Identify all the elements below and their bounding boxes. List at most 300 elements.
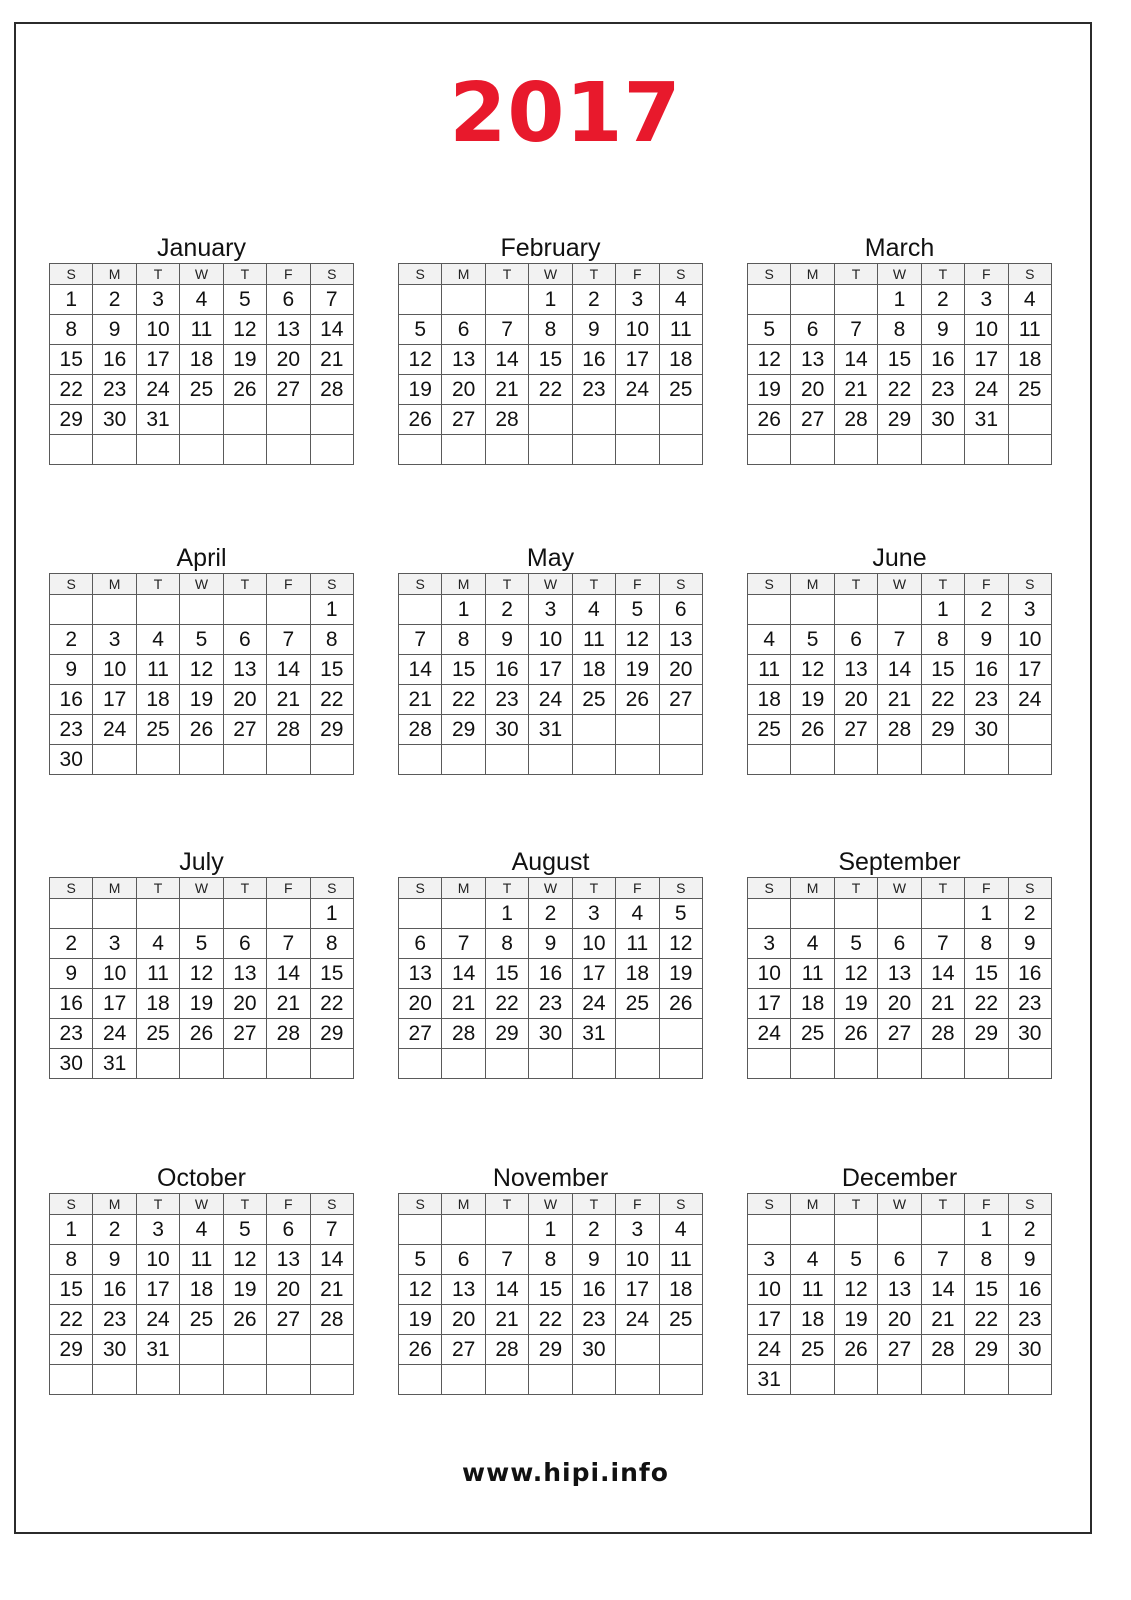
day-cell: 4 <box>180 285 223 315</box>
day-cell: 24 <box>93 715 136 745</box>
day-cell: 6 <box>267 285 310 315</box>
weekday-header: F <box>267 574 310 595</box>
weekday-header: F <box>965 264 1008 285</box>
day-cell <box>921 435 964 465</box>
day-cell: 3 <box>136 1215 179 1245</box>
day-cell: 6 <box>267 1215 310 1245</box>
day-cell: 31 <box>965 405 1008 435</box>
day-cell <box>180 435 223 465</box>
day-cell: 9 <box>93 1245 136 1275</box>
day-cell: 3 <box>572 899 615 929</box>
day-cell: 1 <box>965 1215 1008 1245</box>
day-cell: 21 <box>310 1275 353 1305</box>
day-cell: 28 <box>921 1335 964 1365</box>
day-cell: 22 <box>965 989 1008 1019</box>
day-cell <box>442 1049 485 1079</box>
day-cell: 9 <box>485 625 528 655</box>
day-cell: 4 <box>180 1215 223 1245</box>
day-cell: 5 <box>791 625 834 655</box>
day-cell: 26 <box>399 405 442 435</box>
day-cell: 4 <box>791 929 834 959</box>
day-cell: 10 <box>136 1245 179 1275</box>
day-cell: 1 <box>878 285 921 315</box>
weekday-header-row <box>50 264 354 285</box>
month-july <box>49 847 354 1079</box>
weekday-header: S <box>50 1194 93 1215</box>
day-cell: 3 <box>965 285 1008 315</box>
day-cell <box>791 285 834 315</box>
day-cell: 30 <box>1008 1335 1051 1365</box>
weekday-header: S <box>1008 574 1051 595</box>
day-cell <box>223 595 266 625</box>
day-cell: 9 <box>572 315 615 345</box>
weekday-header: W <box>529 1194 572 1215</box>
day-cell: 1 <box>310 899 353 929</box>
weekday-header: M <box>442 574 485 595</box>
day-cell <box>748 285 791 315</box>
day-cell <box>572 745 615 775</box>
day-cell <box>180 1049 223 1079</box>
day-cell <box>834 285 877 315</box>
day-cell: 5 <box>748 315 791 345</box>
day-cell: 25 <box>180 1305 223 1335</box>
day-cell: 9 <box>1008 929 1051 959</box>
month-name: February <box>500 234 601 262</box>
day-cell: 12 <box>223 1245 266 1275</box>
week-row <box>50 345 354 375</box>
day-cell: 30 <box>572 1335 615 1365</box>
day-cell <box>223 1365 266 1395</box>
day-cell <box>136 595 179 625</box>
day-cell <box>748 1215 791 1245</box>
week-row <box>748 1305 1052 1335</box>
day-cell: 10 <box>572 929 615 959</box>
week-row <box>748 1335 1052 1365</box>
day-cell: 11 <box>616 929 659 959</box>
weekday-header: M <box>93 1194 136 1215</box>
day-cell: 7 <box>921 1245 964 1275</box>
day-cell: 21 <box>834 375 877 405</box>
day-cell <box>791 899 834 929</box>
day-cell: 23 <box>572 1305 615 1335</box>
day-cell: 14 <box>921 1275 964 1305</box>
weekday-header: F <box>267 264 310 285</box>
week-row <box>399 959 703 989</box>
weekday-header: M <box>791 878 834 899</box>
day-cell: 27 <box>791 405 834 435</box>
day-cell: 5 <box>399 315 442 345</box>
week-row <box>748 345 1052 375</box>
day-cell: 8 <box>965 929 1008 959</box>
day-cell: 23 <box>93 375 136 405</box>
day-cell <box>616 1365 659 1395</box>
day-cell <box>616 405 659 435</box>
weekday-header: S <box>748 264 791 285</box>
day-cell <box>791 1049 834 1079</box>
day-cell: 10 <box>748 959 791 989</box>
day-cell: 25 <box>136 715 179 745</box>
day-cell: 10 <box>748 1275 791 1305</box>
day-cell: 9 <box>921 315 964 345</box>
week-row <box>748 989 1052 1019</box>
day-cell <box>965 745 1008 775</box>
month-name: August <box>511 848 590 876</box>
week-row <box>399 929 703 959</box>
day-cell <box>921 1215 964 1245</box>
day-cell <box>791 595 834 625</box>
day-cell: 5 <box>180 625 223 655</box>
day-cell: 3 <box>136 285 179 315</box>
day-cell <box>267 595 310 625</box>
weekday-header: W <box>180 574 223 595</box>
day-cell: 10 <box>616 1245 659 1275</box>
day-cell: 8 <box>921 625 964 655</box>
day-cell: 7 <box>267 625 310 655</box>
day-cell: 7 <box>267 929 310 959</box>
day-cell <box>180 899 223 929</box>
weekday-header: W <box>878 264 921 285</box>
weekday-header: F <box>965 574 1008 595</box>
day-cell: 30 <box>50 745 93 775</box>
day-cell: 3 <box>529 595 572 625</box>
day-cell <box>399 745 442 775</box>
week-row <box>50 1275 354 1305</box>
day-cell <box>485 1365 528 1395</box>
month-february <box>398 233 703 465</box>
week-row <box>748 1245 1052 1275</box>
weekday-header: F <box>965 1194 1008 1215</box>
day-cell: 25 <box>748 715 791 745</box>
day-cell: 13 <box>442 345 485 375</box>
day-cell: 24 <box>748 1019 791 1049</box>
day-cell: 1 <box>529 285 572 315</box>
weekday-header: T <box>834 574 877 595</box>
day-cell: 8 <box>310 929 353 959</box>
day-cell <box>180 1365 223 1395</box>
weekday-header: S <box>399 1194 442 1215</box>
month-table <box>49 1193 354 1395</box>
day-cell: 28 <box>878 715 921 745</box>
day-cell: 24 <box>748 1335 791 1365</box>
day-cell: 17 <box>529 655 572 685</box>
day-cell <box>834 1215 877 1245</box>
day-cell: 9 <box>93 315 136 345</box>
day-cell: 25 <box>572 685 615 715</box>
month-name: September <box>838 848 961 876</box>
day-cell: 5 <box>223 285 266 315</box>
day-cell <box>1008 405 1051 435</box>
day-cell <box>50 435 93 465</box>
week-row <box>748 745 1052 775</box>
day-cell: 1 <box>921 595 964 625</box>
day-cell <box>485 1049 528 1079</box>
week-row <box>748 1365 1052 1395</box>
week-row <box>748 899 1052 929</box>
day-cell: 14 <box>267 655 310 685</box>
month-may <box>398 543 703 775</box>
week-row <box>50 375 354 405</box>
weekday-header: T <box>921 264 964 285</box>
week-row <box>399 285 703 315</box>
month-table <box>49 877 354 1079</box>
day-cell: 4 <box>659 1215 702 1245</box>
weekday-header: S <box>659 1194 702 1215</box>
day-cell: 8 <box>529 1245 572 1275</box>
day-cell: 29 <box>878 405 921 435</box>
day-cell: 8 <box>965 1245 1008 1275</box>
day-cell <box>965 1049 1008 1079</box>
day-cell: 23 <box>50 715 93 745</box>
day-cell: 15 <box>878 345 921 375</box>
day-cell: 14 <box>485 1275 528 1305</box>
day-cell <box>399 285 442 315</box>
day-cell <box>572 715 615 745</box>
day-cell: 20 <box>878 1305 921 1335</box>
week-row <box>399 1365 703 1395</box>
day-cell <box>136 435 179 465</box>
weekday-header-row <box>399 574 703 595</box>
day-cell: 25 <box>659 1305 702 1335</box>
day-cell: 10 <box>136 315 179 345</box>
day-cell: 21 <box>267 989 310 1019</box>
day-cell: 15 <box>50 1275 93 1305</box>
day-cell: 27 <box>223 715 266 745</box>
day-cell <box>659 1365 702 1395</box>
week-row <box>748 959 1052 989</box>
weekday-header: T <box>485 574 528 595</box>
day-cell <box>748 595 791 625</box>
day-cell <box>136 1365 179 1395</box>
day-cell: 3 <box>93 625 136 655</box>
day-cell: 14 <box>485 345 528 375</box>
day-cell: 26 <box>748 405 791 435</box>
day-cell: 24 <box>616 1305 659 1335</box>
day-cell <box>399 1365 442 1395</box>
day-cell: 28 <box>834 405 877 435</box>
day-cell: 27 <box>442 1335 485 1365</box>
day-cell: 22 <box>529 1305 572 1335</box>
week-row <box>748 315 1052 345</box>
day-cell: 4 <box>1008 285 1051 315</box>
month-december <box>747 1163 1052 1395</box>
day-cell: 3 <box>1008 595 1051 625</box>
day-cell: 6 <box>223 929 266 959</box>
day-cell: 30 <box>93 405 136 435</box>
day-cell: 11 <box>791 959 834 989</box>
weekday-header: T <box>136 574 179 595</box>
day-cell: 8 <box>529 315 572 345</box>
month-name: January <box>157 234 246 262</box>
day-cell <box>399 595 442 625</box>
day-cell: 30 <box>485 715 528 745</box>
day-cell: 16 <box>485 655 528 685</box>
day-cell: 15 <box>442 655 485 685</box>
day-cell: 15 <box>965 959 1008 989</box>
week-row <box>399 1305 703 1335</box>
day-cell: 6 <box>659 595 702 625</box>
day-cell: 26 <box>180 1019 223 1049</box>
weekday-header: T <box>485 1194 528 1215</box>
day-cell: 3 <box>748 1245 791 1275</box>
day-cell: 18 <box>659 345 702 375</box>
day-cell: 17 <box>1008 655 1051 685</box>
weekday-header: M <box>442 878 485 899</box>
month-name: March <box>864 234 935 262</box>
day-cell: 8 <box>485 929 528 959</box>
day-cell: 22 <box>50 375 93 405</box>
day-cell: 14 <box>310 1245 353 1275</box>
day-cell: 8 <box>310 625 353 655</box>
weekday-header: S <box>659 264 702 285</box>
day-cell <box>529 435 572 465</box>
weekday-header-row <box>748 574 1052 595</box>
day-cell: 27 <box>878 1019 921 1049</box>
week-row <box>748 1275 1052 1305</box>
day-cell: 23 <box>529 989 572 1019</box>
day-cell: 27 <box>267 1305 310 1335</box>
day-cell: 29 <box>442 715 485 745</box>
weekday-header: S <box>50 574 93 595</box>
day-cell <box>267 1365 310 1395</box>
weekday-header: M <box>93 574 136 595</box>
weekday-header: T <box>223 878 266 899</box>
day-cell: 16 <box>572 345 615 375</box>
day-cell: 12 <box>223 315 266 345</box>
weekday-header: S <box>50 878 93 899</box>
day-cell: 7 <box>442 929 485 959</box>
day-cell: 8 <box>442 625 485 655</box>
day-cell: 13 <box>223 959 266 989</box>
day-cell: 24 <box>136 375 179 405</box>
day-cell: 11 <box>659 315 702 345</box>
month-table <box>398 263 703 465</box>
day-cell: 16 <box>1008 1275 1051 1305</box>
day-cell: 22 <box>310 685 353 715</box>
month-january <box>49 233 354 465</box>
day-cell: 12 <box>180 655 223 685</box>
day-cell <box>223 1049 266 1079</box>
day-cell: 16 <box>93 345 136 375</box>
month-table <box>747 573 1052 775</box>
week-row <box>748 285 1052 315</box>
day-cell: 6 <box>878 929 921 959</box>
day-cell: 16 <box>572 1275 615 1305</box>
day-cell <box>310 1049 353 1079</box>
day-cell: 15 <box>529 345 572 375</box>
day-cell: 5 <box>399 1245 442 1275</box>
day-cell <box>310 1365 353 1395</box>
day-cell: 17 <box>93 685 136 715</box>
day-cell: 20 <box>223 989 266 1019</box>
day-cell: 17 <box>965 345 1008 375</box>
day-cell <box>223 1335 266 1365</box>
month-table <box>398 573 703 775</box>
day-cell: 5 <box>659 899 702 929</box>
day-cell <box>442 1215 485 1245</box>
day-cell: 22 <box>50 1305 93 1335</box>
day-cell: 15 <box>921 655 964 685</box>
day-cell <box>616 435 659 465</box>
day-cell: 31 <box>572 1019 615 1049</box>
weekday-header: T <box>921 878 964 899</box>
week-row <box>50 315 354 345</box>
day-cell: 2 <box>93 1215 136 1245</box>
day-cell: 21 <box>921 989 964 1019</box>
day-cell: 30 <box>921 405 964 435</box>
week-row <box>50 1049 354 1079</box>
day-cell: 3 <box>93 929 136 959</box>
day-cell: 18 <box>136 685 179 715</box>
day-cell: 3 <box>616 285 659 315</box>
weekday-header: S <box>50 264 93 285</box>
day-cell: 30 <box>965 715 1008 745</box>
day-cell <box>791 1365 834 1395</box>
month-august <box>398 847 703 1079</box>
day-cell: 28 <box>310 375 353 405</box>
day-cell: 30 <box>50 1049 93 1079</box>
weekday-header: T <box>572 574 615 595</box>
week-row <box>399 655 703 685</box>
day-cell: 10 <box>965 315 1008 345</box>
day-cell <box>485 285 528 315</box>
weekday-header: T <box>834 878 877 899</box>
day-cell: 21 <box>921 1305 964 1335</box>
day-cell: 6 <box>791 315 834 345</box>
day-cell: 9 <box>529 929 572 959</box>
day-cell: 20 <box>878 989 921 1019</box>
day-cell: 20 <box>834 685 877 715</box>
day-cell <box>310 1335 353 1365</box>
day-cell <box>93 435 136 465</box>
weekday-header: S <box>1008 1194 1051 1215</box>
day-cell: 21 <box>485 1305 528 1335</box>
day-cell <box>180 1335 223 1365</box>
weekday-header: M <box>791 264 834 285</box>
day-cell: 8 <box>50 1245 93 1275</box>
weekday-header-row <box>399 1194 703 1215</box>
day-cell: 17 <box>93 989 136 1019</box>
day-cell: 20 <box>267 1275 310 1305</box>
day-cell <box>659 1335 702 1365</box>
day-cell: 7 <box>485 1245 528 1275</box>
day-cell <box>267 899 310 929</box>
day-cell: 19 <box>834 989 877 1019</box>
day-cell: 20 <box>659 655 702 685</box>
weekday-header-row <box>748 1194 1052 1215</box>
day-cell <box>572 435 615 465</box>
day-cell <box>529 745 572 775</box>
day-cell <box>572 1365 615 1395</box>
day-cell: 26 <box>223 375 266 405</box>
day-cell <box>50 1365 93 1395</box>
day-cell: 24 <box>136 1305 179 1335</box>
weekday-header: S <box>1008 878 1051 899</box>
day-cell <box>1008 1049 1051 1079</box>
day-cell: 8 <box>50 315 93 345</box>
weekday-header: W <box>529 264 572 285</box>
day-cell <box>659 745 702 775</box>
day-cell: 9 <box>965 625 1008 655</box>
day-cell: 6 <box>223 625 266 655</box>
day-cell: 24 <box>93 1019 136 1049</box>
weekday-header: W <box>529 878 572 899</box>
day-cell <box>965 1365 1008 1395</box>
day-cell <box>50 595 93 625</box>
day-cell: 24 <box>572 989 615 1019</box>
day-cell <box>442 285 485 315</box>
day-cell: 15 <box>485 959 528 989</box>
week-row <box>50 959 354 989</box>
